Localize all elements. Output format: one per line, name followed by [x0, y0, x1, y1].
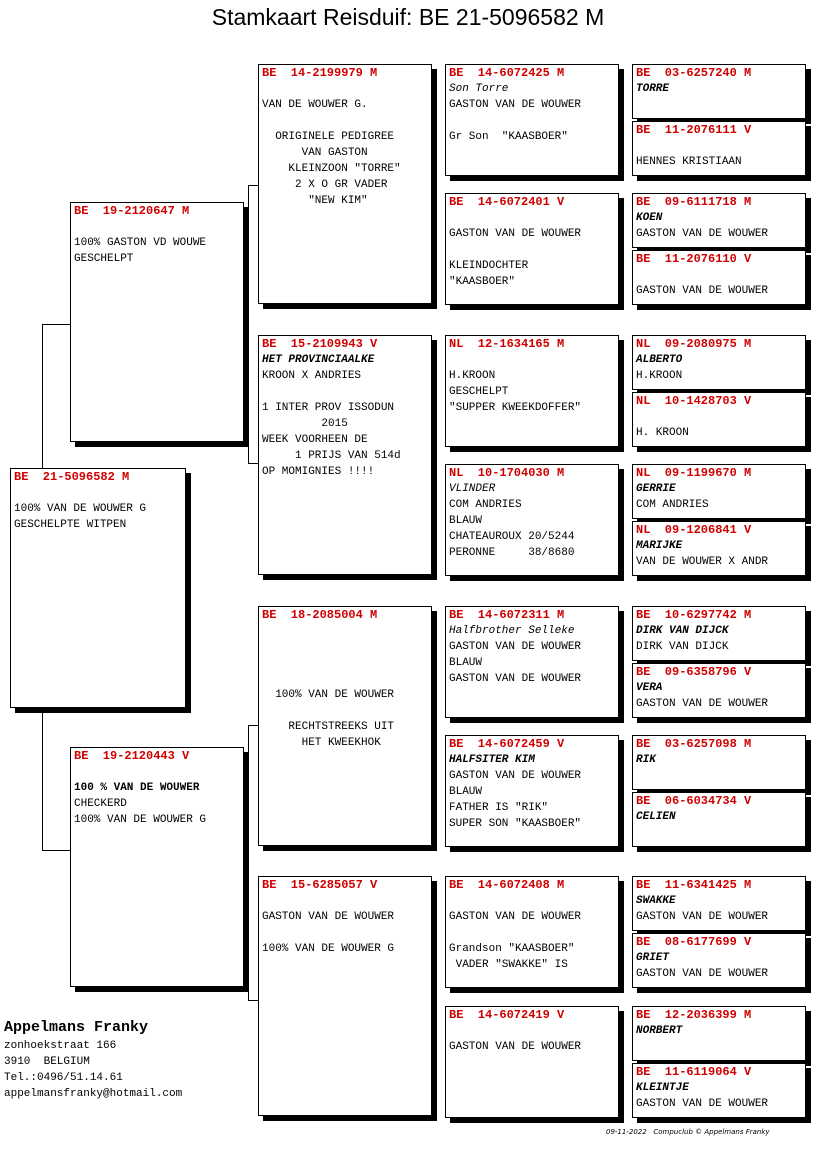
- ring-number: NL 10-1428703 V: [636, 394, 752, 408]
- ring-number: NL 12-1634165 M: [449, 337, 565, 351]
- pigeon-card-subject[interactable]: [10, 468, 186, 708]
- pigeon-info-line: VLINDER: [449, 483, 496, 495]
- ring-number: BE 21-5096582 M: [14, 470, 130, 484]
- pigeon-card-gen2[interactable]: [258, 335, 432, 575]
- pigeon-card-gen3[interactable]: [445, 735, 619, 847]
- pigeon-info-line: PERONNE 38/8680: [449, 547, 575, 559]
- connector-line: [623, 1034, 624, 1091]
- pigeon-info-line: HENNES KRISTIAAN: [636, 156, 742, 168]
- pigeon-info-line: GASTON VAN DE WOUWER: [449, 673, 582, 685]
- pigeon-info-line: [446, 113, 618, 129]
- pigeon-info-line: Halfbrother Selleke: [449, 625, 575, 637]
- pigeon-info-line: [633, 409, 805, 425]
- ring-number: BE 11-6341425 M: [636, 878, 752, 892]
- pigeon-info-line: KOEN: [636, 212, 663, 224]
- pigeon-info-line: [446, 1023, 618, 1039]
- connector-line: [623, 634, 624, 691]
- connector-line: [436, 662, 437, 792]
- connector-line: [248, 1000, 258, 1001]
- ring-number: BE 15-6285057 V: [262, 878, 378, 892]
- ring-number: BE 14-6072419 V: [449, 1008, 565, 1022]
- connector-line: [623, 221, 624, 278]
- pigeon-info-line: 100% VAN DE WOUWER: [262, 689, 395, 701]
- pigeon-info-line: [446, 925, 618, 941]
- pigeon-info-line: RECHTSTREEKS UIT: [262, 721, 395, 733]
- pigeon-info-line: H. KROON: [636, 427, 689, 439]
- pigeon-info-line: COM ANDRIES: [636, 499, 709, 511]
- pigeon-card-gen2[interactable]: [258, 876, 432, 1116]
- pigeon-info-line: VAN DE WOUWER X ANDR: [636, 556, 769, 568]
- pigeon-info-line: [259, 655, 431, 671]
- pigeon-info-line: GERRIE: [636, 483, 676, 495]
- page-title: Stamkaart Reisduif: BE 21-5096582 M: [211, 4, 605, 30]
- pigeon-info-line: GASTON VAN DE WOUWER: [636, 968, 769, 980]
- pigeon-info-line: GASTON VAN DE WOUWER: [449, 641, 582, 653]
- pigeon-info-line: [259, 639, 431, 655]
- pigeon-info-line: [259, 671, 431, 687]
- pigeon-info-line: GASTON VAN DE WOUWER: [636, 1098, 769, 1110]
- pigeon-info-line: [71, 219, 243, 235]
- owner-street: zonhoekstraat 166: [4, 1040, 117, 1052]
- pigeon-info-line: [259, 623, 431, 639]
- ring-number: BE 12-2036399 M: [636, 1008, 752, 1022]
- pigeon-info-line: H.KROON: [449, 370, 496, 382]
- pigeon-card-gen3[interactable]: [445, 64, 619, 176]
- pigeon-card-gen3[interactable]: [445, 606, 619, 718]
- connector-line: [248, 185, 249, 463]
- pigeon-info-line: [259, 893, 431, 909]
- pigeon-info-line: FATHER IS "RIK": [449, 802, 549, 814]
- pigeon-info-line: 100% GASTON VD WOUWE: [74, 237, 207, 249]
- pigeon-info-line: GESCHELPT: [74, 253, 134, 265]
- pigeon-info-line: NORBERT: [636, 1025, 683, 1037]
- pigeon-card-gen3[interactable]: [445, 1006, 619, 1118]
- owner-city: 3910 BELGIUM: [4, 1056, 90, 1068]
- pigeon-card-gen3[interactable]: [445, 464, 619, 576]
- ring-number: BE 14-6072311 M: [449, 608, 565, 622]
- ring-number: BE 03-6257240 M: [636, 66, 752, 80]
- pigeon-info-line: [259, 384, 431, 400]
- pigeon-card-gen4[interactable]: [632, 64, 806, 119]
- pigeon-info-line: [259, 113, 431, 129]
- pigeon-info-line: 1 PRIJS VAN 514d: [262, 450, 401, 462]
- owner-email[interactable]: appelmansfranky@hotmail.com: [4, 1088, 183, 1100]
- ring-number: BE 15-2109943 V: [262, 337, 378, 351]
- pigeon-info-line: MARIJKE: [636, 540, 683, 552]
- pigeon-info-line: SWAKKE: [636, 895, 676, 907]
- pigeon-info-line: KLEINDOCHTER: [449, 260, 529, 272]
- pigeon-card-gen4[interactable]: [632, 1006, 806, 1061]
- ring-number: BE 19-2120443 V: [74, 749, 190, 763]
- pigeon-info-line: VADER "SWAKKE" IS: [449, 959, 568, 971]
- pigeon-info-line: BLAUW: [449, 786, 483, 798]
- ring-number: BE 03-6257098 M: [636, 737, 752, 751]
- ring-number: BE 14-6072425 M: [449, 66, 565, 80]
- pigeon-info-line: GASTON VAN DE WOUWER: [636, 698, 769, 710]
- connector-line: [436, 390, 437, 520]
- pigeon-info-line: HET PROVINCIAALKE: [262, 354, 375, 366]
- pigeon-info-line: [259, 925, 431, 941]
- pigeon-info-line: KLEINTJE: [636, 1082, 689, 1094]
- ring-number: NL 09-2080975 M: [636, 337, 752, 351]
- pigeon-info-line: HET KWEEKHOK: [262, 737, 381, 749]
- ring-number: BE 06-6034734 V: [636, 794, 752, 808]
- pigeon-info-line: 100% VAN DE WOUWER G: [14, 503, 147, 515]
- pigeon-card-gen4[interactable]: [632, 663, 806, 718]
- pigeon-info-line: DIRK VAN DIJCK: [636, 625, 729, 637]
- owner-name: Appelmans Franky: [4, 1019, 149, 1036]
- pigeon-card-gen4[interactable]: [632, 250, 806, 305]
- pigeon-card-gen4[interactable]: [632, 392, 806, 447]
- pigeon-card-gen2[interactable]: [258, 64, 432, 304]
- pigeon-card-gen4[interactable]: [632, 193, 806, 248]
- pigeon-card-gen4[interactable]: [632, 1063, 806, 1118]
- ring-number: BE 11-6119064 V: [636, 1065, 752, 1079]
- pigeon-info-line: [633, 138, 805, 154]
- pigeon-card-gen4[interactable]: [632, 876, 806, 931]
- pigeon-info-line: VERA: [636, 682, 663, 694]
- pigeon-info-line: DIRK VAN DIJCK: [636, 641, 729, 653]
- pigeon-card-gen4[interactable]: [632, 792, 806, 847]
- pigeon-card-gen4[interactable]: [632, 521, 806, 576]
- pigeon-info-line: "SUPPER KWEEKDOFFER": [449, 402, 582, 414]
- pigeon-info-line: [71, 764, 243, 780]
- pigeon-info-line: VAN DE WOUWER G.: [262, 99, 368, 111]
- pigeon-info-line: Gr Son "KAASBOER": [449, 131, 568, 143]
- pigeon-info-line: 100% VAN DE WOUWER G: [74, 814, 207, 826]
- pigeon-info-line: [633, 267, 805, 283]
- connector-line: [623, 904, 624, 961]
- pigeon-card-gen4[interactable]: [632, 335, 806, 390]
- pigeon-info-line: GESCHELPT: [449, 386, 509, 398]
- ring-number: BE 14-2199979 M: [262, 66, 378, 80]
- pigeon-info-line: [446, 242, 618, 258]
- pigeon-info-line: 2 X O GR VADER: [262, 179, 388, 191]
- pigeon-info-line: CHECKERD: [74, 798, 127, 810]
- pigeon-info-line: [446, 210, 618, 226]
- pigeon-info-line: GASTON VAN DE WOUWER: [449, 99, 582, 111]
- pigeon-info-line: 100 % VAN DE WOUWER: [74, 782, 200, 794]
- ring-number: BE 11-2076111 V: [636, 123, 752, 137]
- pigeon-info-line: ALBERTO: [636, 354, 683, 366]
- ring-number: NL 10-1704030 M: [449, 466, 565, 480]
- pigeon-info-line: ORIGINELE PEDIGREE: [262, 131, 395, 143]
- pigeon-info-line: TORRE: [636, 83, 670, 95]
- pigeon-info-line: 1 INTER PROV ISSODUN: [262, 402, 395, 414]
- pigeon-info-line: WEEK VOORHEEN DE: [262, 434, 368, 446]
- ring-number: BE 10-6297742 M: [636, 608, 752, 622]
- pigeon-card-gen2[interactable]: [258, 606, 432, 846]
- pigeon-info-line: [259, 81, 431, 97]
- connector-line: [436, 120, 437, 250]
- pigeon-info-line: [446, 352, 618, 368]
- ring-number: BE 18-2085004 M: [262, 608, 378, 622]
- connector-line: [42, 712, 43, 850]
- ring-number: NL 09-1206841 V: [636, 523, 752, 537]
- pigeon-info-line: GASTON VAN DE WOUWER: [262, 911, 395, 923]
- ring-number: BE 14-6072401 V: [449, 195, 565, 209]
- pigeon-info-line: 100% VAN DE WOUWER G: [262, 943, 395, 955]
- pigeon-info-line: GASTON VAN DE WOUWER: [449, 911, 582, 923]
- pigeon-info-line: "KAASBOER": [449, 276, 516, 288]
- pigeon-card-gen4[interactable]: [632, 933, 806, 988]
- pigeon-info-line: GASTON VAN DE WOUWER: [636, 285, 769, 297]
- connector-line: [248, 463, 258, 464]
- pigeon-info-line: [11, 485, 185, 501]
- pigeon-info-line: GASTON VAN DE WOUWER: [636, 911, 769, 923]
- pigeon-info-line: VAN GASTON: [262, 147, 368, 159]
- ring-number: BE 14-6072408 M: [449, 878, 565, 892]
- pigeon-info-line: "NEW KIM": [262, 195, 368, 207]
- pigeon-info-line: GASTON VAN DE WOUWER: [636, 228, 769, 240]
- pigeon-card-sire[interactable]: [70, 202, 244, 442]
- ring-number: BE 08-6177699 V: [636, 935, 752, 949]
- connector-line: [248, 725, 249, 1000]
- connector-line: [623, 92, 624, 149]
- connector-line: [623, 363, 624, 420]
- pigeon-card-gen3[interactable]: [445, 193, 619, 305]
- connector-line: [623, 492, 624, 549]
- pigeon-card-gen4[interactable]: [632, 735, 806, 790]
- ring-number: BE 09-6111718 M: [636, 195, 752, 209]
- pigeon-info-line: GESCHELPTE WITPEN: [14, 519, 127, 531]
- owner-contact: [4, 1018, 182, 1102]
- pigeon-info-line: HALFSITER KIM: [449, 754, 535, 766]
- pigeon-card-gen3[interactable]: [445, 876, 619, 988]
- ring-number: BE 19-2120647 M: [74, 204, 190, 218]
- pigeon-info-line: 2015: [262, 418, 348, 430]
- connector-line: [42, 324, 70, 325]
- ring-number: BE 14-6072459 V: [449, 737, 565, 751]
- pigeon-info-line: KLEINZOON "TORRE": [262, 163, 401, 175]
- pigeon-info-line: CELIEN: [636, 811, 676, 823]
- pigeon-info-line: [259, 703, 431, 719]
- pigeon-info-line: GRIET: [636, 952, 670, 964]
- pigeon-card-gen4[interactable]: [632, 121, 806, 176]
- connector-line: [248, 185, 258, 186]
- connector-line: [42, 850, 70, 851]
- owner-phone: Tel.:0496/51.14.61: [4, 1072, 123, 1084]
- connector-line: [248, 725, 258, 726]
- pigeon-card-dam[interactable]: [70, 747, 244, 987]
- pigeon-info-line: GASTON VAN DE WOUWER: [449, 770, 582, 782]
- connector-line: [42, 324, 43, 468]
- pigeon-info-line: RIK: [636, 754, 656, 766]
- pigeon-card-gen3[interactable]: [445, 335, 619, 447]
- pigeon-info-line: OP MOMIGNIES !!!!: [262, 466, 375, 478]
- pigeon-card-gen4[interactable]: [632, 606, 806, 661]
- pigeon-info-line: GASTON VAN DE WOUWER: [449, 1041, 582, 1053]
- pigeon-info-line: Grandson "KAASBOER": [449, 943, 575, 955]
- ring-number: BE 11-2076110 V: [636, 252, 752, 266]
- pigeon-info-line: BLAUW: [449, 515, 483, 527]
- pigeon-info-line: COM ANDRIES: [449, 499, 522, 511]
- pigeon-info-line: KROON X ANDRIES: [262, 370, 362, 382]
- pigeon-info-line: SUPER SON "KAASBOER": [449, 818, 582, 830]
- pigeon-info-line: [446, 893, 618, 909]
- pigeon-info-line: CHATEAUROUX 20/5244: [449, 531, 575, 543]
- footer-credit: 09-11-2022 Compuclub © Appelmans Franky: [606, 1128, 770, 1136]
- pigeon-info-line: Son Torre: [449, 83, 509, 95]
- ring-number: BE 09-6358796 V: [636, 665, 752, 679]
- connector-line: [623, 763, 624, 820]
- pigeon-info-line: BLAUW: [449, 657, 483, 669]
- ring-number: NL 09-1199670 M: [636, 466, 752, 480]
- pigeon-info-line: GASTON VAN DE WOUWER: [449, 228, 582, 240]
- connector-line: [436, 932, 437, 1062]
- pigeon-card-gen4[interactable]: [632, 464, 806, 519]
- pigeon-info-line: H.KROON: [636, 370, 683, 382]
